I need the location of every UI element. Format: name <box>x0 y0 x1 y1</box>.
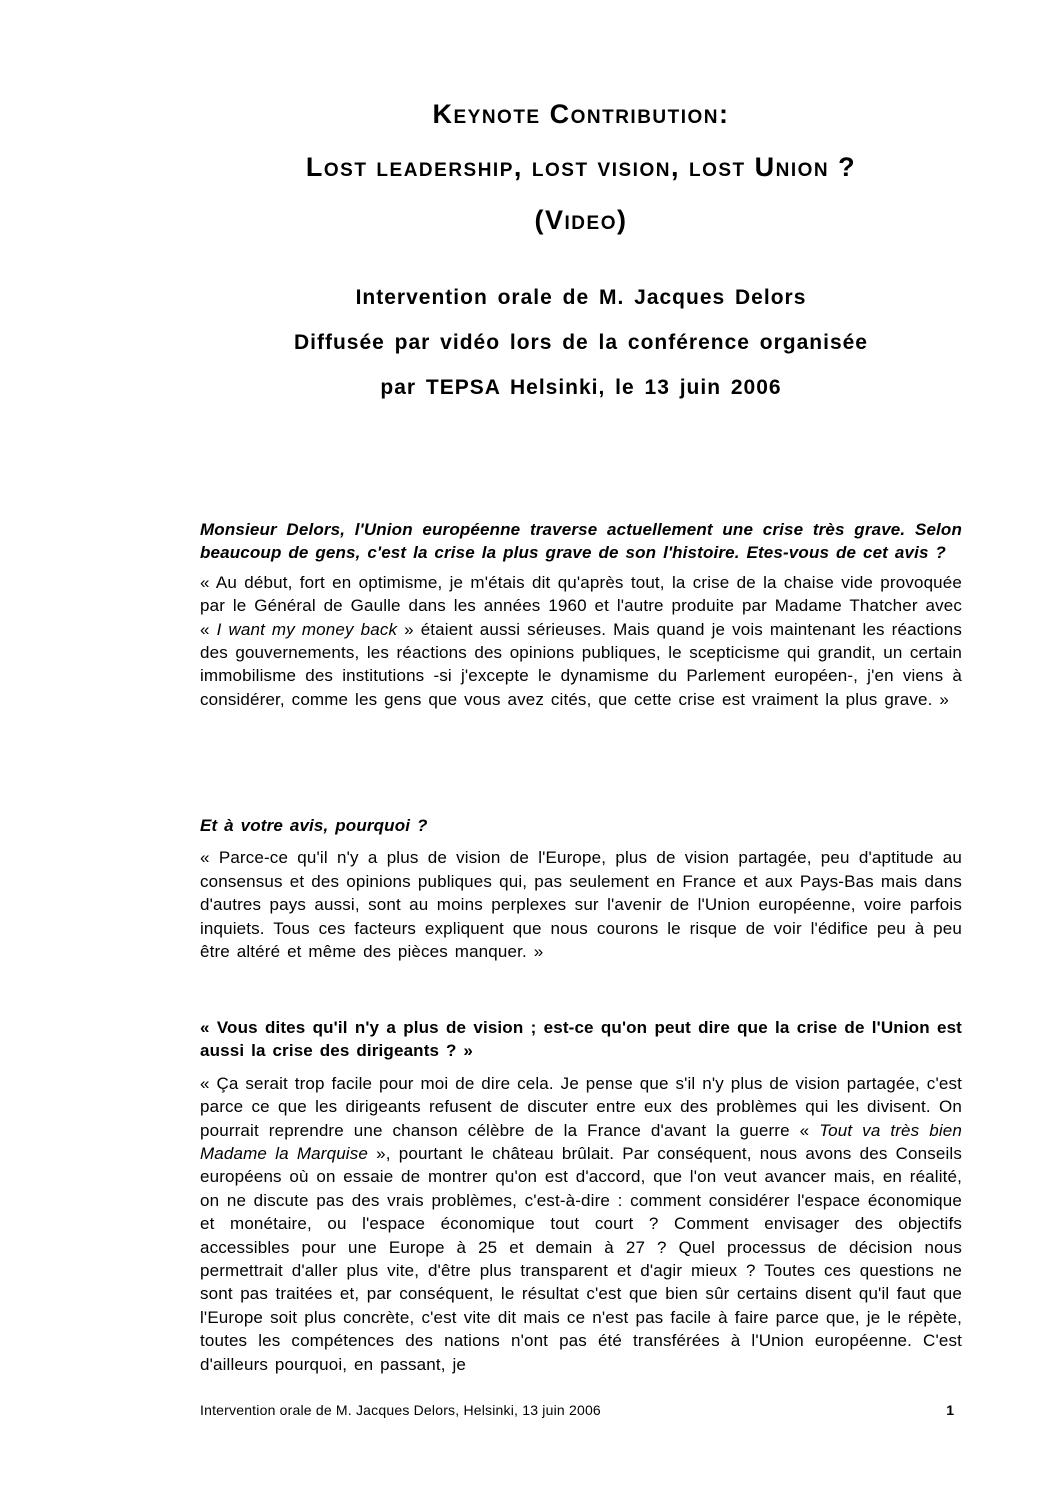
subtitle-line-3: par TEPSA Helsinki, le 13 juin 2006 <box>380 376 782 399</box>
question-2: Et à votre avis, pourquoi ? <box>200 816 428 835</box>
qa-section-1 <box>200 518 962 711</box>
title-line-3: (Video) <box>534 205 628 235</box>
answer-paragraph-3 <box>200 1072 962 1376</box>
question-3: « Vous dites qu'il n'y a plus de vision ; est-ce qu'on peut dire que la crise de l'Union est aussi la crise des dirigeants ? » <box>200 1018 962 1061</box>
qa-section-3 <box>200 1016 962 1376</box>
answer-3-text-cont: », pourtant le château brûlait. Par conséquent, nous avons des Conseils européens où on essaie de montrer qu'on est d'accord, que l'on veut avancer mais, en réalité, on ne discute pas des vrais problèmes, c'est-à-dire : comment considérer l'espace économique et monétaire, ou l'espace économique tout court ? Comment envisager des objectifs accessibles pour une Europe à 25 et demain à 27 ? Quel processus de décision nous permettrait d'aller plus vite, d'être plus transparent et d'agir mieux ? Toutes ces questions ne sont pas traitées et, par conséquent, le résultat c'est que bien sûr certains disent qu'il faut que l'Europe soit plus concrète, c'est vite dit mais ce n'est pas facile à faire parce que, je le répète, toutes les compétences des nations n'ont pas été transférées à l'Union européenne. C'est d'ailleurs pourquoi, en passant, je <box>200 1144 963 1374</box>
answer-paragraph-2: « Parce-ce qu'il n'y a plus de vision de l'Europe, plus de vision partagée, peu d'aptitude au consensus et des opinions publiques qui, pas seulement en France et aux Pays-Bas mais dans d'autres pays aussi, sont au moins perplexes sur l'avenir de l'Union européenne, voire parfois inquiets. Tous ces facteurs expliquent que nous courons le risque de voir l'édifice peu à peu être altéré et même des pièces manquer. » <box>200 848 962 962</box>
question-1: Monsieur Delors, l'Union européenne traverse actuellement une crise très grave. Selon beaucoup de gens, c'est la crise la plus grave de son l'histoire. Etes-vous de cet avis ? <box>200 520 962 563</box>
subtitle-line-2: Diffusée par vidéo lors de la conférence organisée <box>293 331 868 354</box>
document-subtitle <box>200 286 962 421</box>
subtitle-line-1: Intervention orale de M. Jacques Delors <box>355 286 807 309</box>
answer-1-text-cont: » étaient aussi sérieuses. Mais quand je vois maintenant les réactions des gouvernements, les réactions des opinions publiques, le scepticisme qui grandit, un certain immobilisme des institutions -si j'excepte le dynamisme du Parlement européen-, j'en viens à considérer, comme les gens que vous avez cités, que cette crise est vraiment la plus grave. » <box>200 619 963 709</box>
footer-page-number: 1 <box>946 1402 954 1418</box>
answer-3-quote-italic: Tout va très bien Madame la Marquise <box>200 1120 962 1164</box>
title-line-1: Keynote Contribution: <box>432 99 730 129</box>
answer-3-text: « Ça serait trop facile pour moi de dire cela. Je pense que s'il n'y plus de vision partagée, c'est parce ce que les dirigeants refusent de discuter entre eux des problèmes qui les divisent. On pourrait reprendre une chanson célèbre de la France d'avant la guerre « <box>200 1073 962 1140</box>
qa-section-2 <box>200 814 962 963</box>
answer-1-quote-italic: I want my money back <box>216 619 398 639</box>
document-title <box>200 99 962 258</box>
title-line-2: Lost leadership, lost vision, lost Union ? <box>305 152 857 182</box>
answer-paragraph-1 <box>200 571 962 711</box>
footer-document-title: Intervention orale de M. Jacques Delors, Helsinki, 13 juin 2006 <box>200 1402 601 1418</box>
answer-1-text: « Au début, fort en optimisme, je m'étais dit qu'après tout, la crise de la chaise vide provoquée par le Général de Gaulle dans les années 1960 et l'autre produite par Madame Thatcher avec « <box>200 572 962 639</box>
page-footer <box>200 1401 962 1419</box>
